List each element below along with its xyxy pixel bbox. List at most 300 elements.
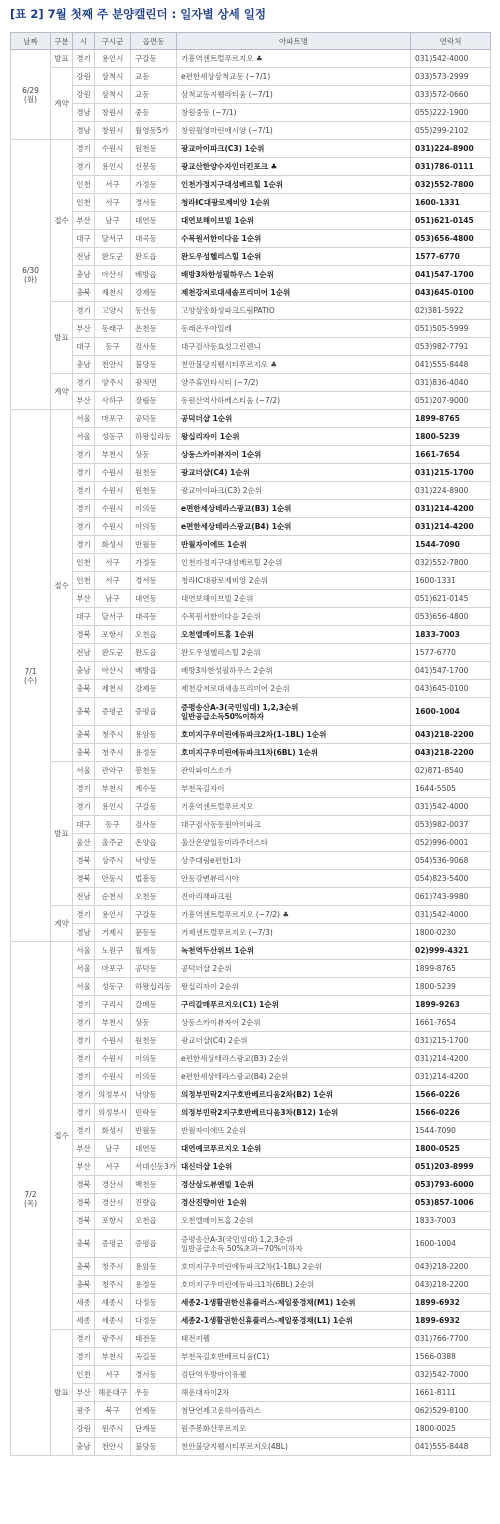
apartment-name-text: 검단역우방아이유쉘 [181, 1370, 247, 1379]
sido-cell: 충북 [73, 284, 95, 302]
apartment-name-cell [177, 194, 411, 212]
sigungu-cell: 완도군 [95, 248, 131, 266]
dong-cell: 원천동 [131, 1032, 177, 1050]
table-row [11, 1140, 491, 1158]
sido-cell: 경기 [73, 446, 95, 464]
apartment-name-cell [177, 1086, 411, 1104]
contact-cell: 1800-5239 [411, 428, 491, 446]
table-row [11, 446, 491, 464]
apartment-name-text: 광교더샵(C4) 1순위 [181, 468, 250, 477]
sido-cell: 충북 [73, 680, 95, 698]
col-sido-header: 시 [73, 33, 95, 50]
dong-cell: 오천동 [131, 888, 177, 906]
contact-cell: 031)224-8900 [411, 482, 491, 500]
apartment-name-text: 세종2-1생활권한신휴플러스-제일풍경채(M1) 1순위 [181, 1298, 356, 1307]
apartment-name-text: 해운대자이2차 [181, 1388, 230, 1397]
dong-cell: 검사동 [131, 338, 177, 356]
apartment-name-text: 광교아이파크(C3) 2순위 [181, 486, 262, 495]
sido-cell: 경북 [73, 626, 95, 644]
sigungu-cell: 마포구 [95, 960, 131, 978]
type-cell: 발표 [51, 1330, 73, 1456]
dong-cell: 강제동 [131, 284, 177, 302]
sido-cell: 경북 [73, 1212, 95, 1230]
sido-cell: 경기 [73, 374, 95, 392]
dong-cell: 대연동 [131, 1140, 177, 1158]
dong-cell: 이의동 [131, 1050, 177, 1068]
dong-cell: 용정동 [131, 744, 177, 762]
sido-cell: 경기 [73, 1050, 95, 1068]
table-row [11, 500, 491, 518]
contact-cell: 041)555-8448 [411, 356, 491, 374]
apartment-name-cell [177, 996, 411, 1014]
sido-cell: 부산 [73, 1158, 95, 1176]
sigungu-cell: 증평군 [95, 1230, 131, 1258]
dong-cell: 옥길동 [131, 1348, 177, 1366]
sido-cell: 서울 [73, 410, 95, 428]
sido-cell: 경기 [73, 1348, 95, 1366]
apartment-name-cell [177, 464, 411, 482]
sigungu-cell: 경산시 [95, 1194, 131, 1212]
sido-cell: 세종 [73, 1294, 95, 1312]
table-row [11, 1366, 491, 1384]
apartment-name-text: 인천가정지구대성베르힐 1순위 [181, 180, 284, 189]
apartment-name-text: 광교산한양수자인더킨포크 ♣ [181, 162, 278, 171]
apartment-name-text: 울산온양일동미라주더스타 [181, 838, 268, 847]
dong-cell: 오천읍 [131, 1212, 177, 1230]
apartment-name-text: 관악파미스소가 [181, 766, 232, 775]
apartment-name-cell [177, 392, 411, 410]
apartment-name-text: e편한세상테라스광교(B4) 1순위 [181, 522, 292, 531]
contact-cell: 02)871-8540 [411, 762, 491, 780]
dong-cell: 배방읍 [131, 662, 177, 680]
dong-cell: 용암동 [131, 1258, 177, 1276]
apartment-name-cell [177, 1366, 411, 1384]
contact-cell: 053)857-1006 [411, 1194, 491, 1212]
sigungu-cell: 구리시 [95, 996, 131, 1014]
dong-cell: 강제동 [131, 680, 177, 698]
table-row [11, 392, 491, 410]
dong-cell: 공덕동 [131, 960, 177, 978]
contact-cell: 1544-7090 [411, 1122, 491, 1140]
apartment-name-cell [177, 834, 411, 852]
sigungu-cell: 용인시 [95, 50, 131, 68]
dong-cell: 가정동 [131, 554, 177, 572]
table-row [11, 68, 491, 86]
dong-cell: 온천동 [131, 320, 177, 338]
contact-cell: 053)982-7791 [411, 338, 491, 356]
table-row [11, 906, 491, 924]
table-row [11, 744, 491, 762]
apartment-name-cell [177, 1158, 411, 1176]
dong-cell: 교동 [131, 68, 177, 86]
sigungu-cell: 수원시 [95, 500, 131, 518]
sigungu-cell: 의정부시 [95, 1086, 131, 1104]
sido-cell: 경남 [73, 104, 95, 122]
sido-cell: 서울 [73, 428, 95, 446]
dong-cell: 검사동 [131, 816, 177, 834]
contact-cell: 031)542-4000 [411, 906, 491, 924]
apartment-name-cell [177, 50, 411, 68]
sido-cell: 대구 [73, 230, 95, 248]
sigungu-cell: 제천시 [95, 284, 131, 302]
sigungu-cell: 수원시 [95, 140, 131, 158]
contact-cell: 032)552-7800 [411, 176, 491, 194]
apartment-name-cell [177, 410, 411, 428]
dong-cell: 불당동 [131, 1438, 177, 1456]
table-row [11, 374, 491, 392]
contact-cell: 054)823-5400 [411, 870, 491, 888]
apartment-name-text: 공덕더샵 2순위 [181, 964, 232, 973]
dong-cell: 중동 [131, 104, 177, 122]
sigungu-cell: 해운대구 [95, 1384, 131, 1402]
sido-cell: 충북 [73, 744, 95, 762]
apartment-name-text: 왕십리자이 1순위 [181, 432, 240, 441]
apartment-name-text: e편한세상테라스광교(B4) 2순위 [181, 1072, 289, 1081]
apartment-name-cell [177, 68, 411, 86]
apartment-name-cell [177, 140, 411, 158]
apartment-name-cell [177, 1230, 411, 1258]
sigungu-cell: 노원구 [95, 942, 131, 960]
sido-cell: 경기 [73, 1068, 95, 1086]
table-row [11, 1032, 491, 1050]
sido-cell: 강원 [73, 68, 95, 86]
apartment-name-cell [177, 698, 411, 726]
type-cell: 계약 [51, 374, 73, 410]
sigungu-cell: 세종시 [95, 1312, 131, 1330]
sido-cell: 충북 [73, 1258, 95, 1276]
sigungu-cell: 삼척시 [95, 68, 131, 86]
sido-cell: 충남 [73, 662, 95, 680]
sido-cell: 경기 [73, 1014, 95, 1032]
apartment-name-text: 배방3차한성필하우스 2순위 [181, 666, 273, 675]
apartment-name-text: 대연예코푸르지오 1순위 [181, 1144, 262, 1153]
dong-cell: 우동 [131, 1384, 177, 1402]
sido-cell: 광주 [73, 1402, 95, 1420]
dong-cell: 봉천동 [131, 762, 177, 780]
apartment-name-text: 창원중동 (~7/1) [181, 108, 237, 117]
table-row [11, 158, 491, 176]
apartment-name-text: 반월자이에뜨 2순위 [181, 1126, 247, 1135]
apartment-name-cell [177, 1032, 411, 1050]
apartment-name-cell [177, 374, 411, 392]
apartment-name-cell [177, 1176, 411, 1194]
contact-cell: 055)222-1900 [411, 104, 491, 122]
schedule-table [10, 32, 491, 1456]
table-row [11, 50, 491, 68]
sido-cell: 충남 [73, 266, 95, 284]
dong-cell: 용정동 [131, 1276, 177, 1294]
table-row [11, 572, 491, 590]
apartment-name-text: 구리갈매푸르지오(C1) 1순위 [181, 1000, 279, 1009]
contact-cell: 1661-7654 [411, 1014, 491, 1032]
sido-cell: 부산 [73, 590, 95, 608]
apartment-name-text: 상동스카이뷰자이 1순위 [181, 450, 262, 459]
apartment-name-text: 완도우성헬리스힐 1순위 [181, 252, 262, 261]
table-row [11, 1050, 491, 1068]
dong-cell: 하왕십리동 [131, 978, 177, 996]
contact-cell: 031)215-1700 [411, 464, 491, 482]
apartment-name-text: 청라IC대광로제비앙 1순위 [181, 198, 270, 207]
table-row [11, 1068, 491, 1086]
col-date-header: 날짜 [11, 33, 51, 50]
col-dong-header: 읍면동 [131, 33, 177, 50]
table-row [11, 1294, 491, 1312]
sigungu-cell: 완도군 [95, 644, 131, 662]
apartment-name-cell [177, 500, 411, 518]
contact-cell: 033)573-2999 [411, 68, 491, 86]
apartment-name-text: 반월자이에뜨 1순위 [181, 540, 247, 549]
dong-cell: 하왕십리동 [131, 428, 177, 446]
date-cell: 6/29 (월) [11, 50, 51, 140]
table-row [11, 1104, 491, 1122]
apartment-name-text: 창원월영마린애시앙 (~7/1) [181, 126, 273, 135]
table-row [11, 1212, 491, 1230]
dong-cell: 법흥동 [131, 870, 177, 888]
type-cell: 계약 [51, 68, 73, 140]
table-row [11, 266, 491, 284]
sigungu-cell: 울주군 [95, 834, 131, 852]
apartment-name-text: 태전지웰 [181, 1334, 210, 1343]
sigungu-cell: 제천시 [95, 680, 131, 698]
apartment-name-cell [177, 572, 411, 590]
apartment-name-text: 첨단연제고운하이플러스 [181, 1406, 261, 1415]
apartment-name-text: 대연보해이브빌 1순위 [181, 216, 255, 225]
sido-cell: 충남 [73, 1438, 95, 1456]
dong-cell: 광적면 [131, 374, 177, 392]
contact-cell: 1600-1004 [411, 698, 491, 726]
dong-cell: 단계동 [131, 1420, 177, 1438]
dong-cell: 백천동 [131, 1176, 177, 1194]
sido-cell: 충남 [73, 356, 95, 374]
apartment-name-text: 대구검사동효성그린렌니 [181, 342, 261, 351]
table-row [11, 1384, 491, 1402]
contact-cell: 031)214-4200 [411, 518, 491, 536]
dong-cell: 월계동 [131, 942, 177, 960]
sido-cell: 충북 [73, 698, 95, 726]
contact-cell: 1661-7654 [411, 446, 491, 464]
sido-cell: 경기 [73, 1122, 95, 1140]
sido-cell: 충북 [73, 1276, 95, 1294]
apartment-name-text: 오천엘메이트홈 2순위 [181, 1216, 254, 1225]
dong-cell: 배방읍 [131, 266, 177, 284]
apartment-name-text: 광교더샵(C4) 2순위 [181, 1036, 248, 1045]
contact-cell: 031)786-0111 [411, 158, 491, 176]
apartment-name-cell [177, 302, 411, 320]
contact-cell: 1800-0230 [411, 924, 491, 942]
apartment-name-cell [177, 1194, 411, 1212]
apartment-name-text: 배방3차한성필하우스 1순위 [181, 270, 274, 279]
sido-cell: 전남 [73, 248, 95, 266]
apartment-name-cell [177, 482, 411, 500]
contact-cell: 1600-1331 [411, 572, 491, 590]
contact-cell: 055)299-2102 [411, 122, 491, 140]
contact-cell: 1800-5239 [411, 978, 491, 996]
sido-cell: 부산 [73, 1384, 95, 1402]
apartment-name-cell [177, 1050, 411, 1068]
apartment-name-cell [177, 1104, 411, 1122]
sigungu-cell: 포항시 [95, 1212, 131, 1230]
apartment-name-cell [177, 284, 411, 302]
apartment-name-cell [177, 726, 411, 744]
apartment-name-cell [177, 780, 411, 798]
apartment-name-cell [177, 518, 411, 536]
apartment-name-text: 상주대림e편한1차 [181, 856, 242, 865]
sigungu-cell: 관악구 [95, 762, 131, 780]
sido-cell: 서울 [73, 942, 95, 960]
apartment-name-cell [177, 644, 411, 662]
sido-cell: 인천 [73, 194, 95, 212]
contact-cell: 053)656-4800 [411, 608, 491, 626]
apartment-name-text: 수목원서한이다음 2순위 [181, 612, 261, 621]
table-row [11, 1176, 491, 1194]
dong-cell: 연제동 [131, 1402, 177, 1420]
table-row [11, 1158, 491, 1176]
dong-cell: 원천동 [131, 464, 177, 482]
type-cell: 계약 [51, 906, 73, 942]
contact-cell: 041)547-1700 [411, 662, 491, 680]
sido-cell: 경북 [73, 852, 95, 870]
dong-cell: 다정동 [131, 1312, 177, 1330]
table-row [11, 626, 491, 644]
contact-cell: 02)999-4321 [411, 942, 491, 960]
dong-cell: 반월동 [131, 1122, 177, 1140]
table-row [11, 590, 491, 608]
apartment-name-text: 부천옥길자이 [181, 784, 225, 793]
sigungu-cell: 광주시 [95, 1330, 131, 1348]
table-header [11, 33, 491, 50]
sigungu-cell: 청주시 [95, 1276, 131, 1294]
contact-cell: 051)621-0145 [411, 590, 491, 608]
table-row [11, 212, 491, 230]
table-row [11, 86, 491, 104]
sido-cell: 대구 [73, 608, 95, 626]
dong-cell: 대곡동 [131, 608, 177, 626]
apartment-name-text: 광교아이파크(C3) 1순위 [181, 144, 265, 153]
apartment-name-text: 오천엘메이트홈 1순위 [181, 630, 255, 639]
sigungu-cell: 순천시 [95, 888, 131, 906]
sigungu-cell: 남구 [95, 212, 131, 230]
dong-cell: 교동 [131, 86, 177, 104]
contact-cell: 043)218-2200 [411, 726, 491, 744]
type-cell: 발표 [51, 302, 73, 374]
table-row [11, 662, 491, 680]
apartment-name-text: 호미지구우미린에듀파크1차(6BL) 2순위 [181, 1280, 315, 1289]
sigungu-cell: 양주시 [95, 374, 131, 392]
table-row [11, 1276, 491, 1294]
apartment-name-cell [177, 1276, 411, 1294]
sigungu-cell: 증평군 [95, 698, 131, 726]
dong-cell: 완도읍 [131, 644, 177, 662]
contact-cell: 062)529-8100 [411, 1402, 491, 1420]
sido-cell: 대구 [73, 816, 95, 834]
contact-cell: 1544-7090 [411, 536, 491, 554]
sigungu-cell: 창원시 [95, 122, 131, 140]
dong-cell: 가정동 [131, 176, 177, 194]
sido-cell: 세종 [73, 1312, 95, 1330]
apartment-name-text: 증평송산A-3(국민임대) 1,2,3순위 일반공급소득 50%초과~70%이하자 [181, 1234, 303, 1253]
apartment-name-cell [177, 1122, 411, 1140]
contact-cell: 1833-7003 [411, 1212, 491, 1230]
dong-cell: 경서동 [131, 1366, 177, 1384]
dong-cell: 신봉동 [131, 158, 177, 176]
sigungu-cell: 남구 [95, 590, 131, 608]
apartment-name-text: 천안불당지웰시티푸르지오 ♣ [181, 360, 278, 369]
table-row [11, 1230, 491, 1258]
sigungu-cell: 달서구 [95, 608, 131, 626]
apartment-name-cell [177, 122, 411, 140]
sigungu-cell: 서구 [95, 1366, 131, 1384]
sigungu-cell: 용인시 [95, 798, 131, 816]
table-row [11, 410, 491, 428]
table-row [11, 996, 491, 1014]
type-cell: 접수 [51, 140, 73, 302]
apartment-name-text: 녹천역두산위브 1순위 [181, 946, 255, 955]
sido-cell: 경북 [73, 1194, 95, 1212]
table-row [11, 482, 491, 500]
type-cell: 접수 [51, 942, 73, 1330]
sido-cell: 전남 [73, 888, 95, 906]
table-row [11, 1014, 491, 1032]
table-row [11, 960, 491, 978]
table-row [11, 230, 491, 248]
table-row [11, 834, 491, 852]
dong-cell: 오천읍 [131, 626, 177, 644]
apartment-name-text: 호미지구우미린에듀파크1차(6BL) 1순위 [181, 748, 319, 757]
apartment-name-cell [177, 590, 411, 608]
contact-cell: 1899-9263 [411, 996, 491, 1014]
apartment-name-cell [177, 1402, 411, 1420]
table-row [11, 104, 491, 122]
contact-cell: 053)982-0037 [411, 816, 491, 834]
apartment-name-cell [177, 960, 411, 978]
sigungu-cell: 세종시 [95, 1294, 131, 1312]
contact-cell: 043)645-0100 [411, 680, 491, 698]
table-row [11, 1194, 491, 1212]
dong-cell: 진량읍 [131, 1194, 177, 1212]
sido-cell: 서울 [73, 762, 95, 780]
sigungu-cell: 서구 [95, 176, 131, 194]
apartment-name-text: 거제센트럴푸르지오 (~7/3) [181, 928, 273, 937]
apartment-name-text: 호미지구우미린에듀파크2차(1-1BL) 1순위 [181, 730, 327, 739]
apartment-name-cell [177, 1438, 411, 1456]
dong-cell: 민락동 [131, 1104, 177, 1122]
contact-cell: 041)547-1700 [411, 266, 491, 284]
sigungu-cell: 동래구 [95, 320, 131, 338]
apartment-name-cell [177, 1014, 411, 1032]
contact-cell: 02)381-5922 [411, 302, 491, 320]
table-title: [표 2] 7월 첫째 주 분양캘린더 : 일자별 상세 일정 [10, 7, 266, 21]
dong-cell: 서대신동3가 [131, 1158, 177, 1176]
contact-cell: 1600-1331 [411, 194, 491, 212]
table-row [11, 338, 491, 356]
dong-cell: 상동 [131, 1014, 177, 1032]
sido-cell: 인천 [73, 1366, 95, 1384]
contact-cell: 031)224-8900 [411, 140, 491, 158]
dong-cell: 월영동5가 [131, 122, 177, 140]
sigungu-cell: 성동구 [95, 428, 131, 446]
table-row [11, 1402, 491, 1420]
contact-cell: 031)214-4200 [411, 1050, 491, 1068]
contact-cell: 1566-0226 [411, 1086, 491, 1104]
apartment-name-cell [177, 158, 411, 176]
contact-cell: 052)996-0001 [411, 834, 491, 852]
apartment-name-text: 호미지구우미린에듀파크2차(1-1BL) 2순위 [181, 1262, 322, 1271]
apartment-name-cell [177, 608, 411, 626]
contact-cell: 1600-1004 [411, 1230, 491, 1258]
apartment-name-text: 인천가정지구대성베르힐 2순위 [181, 558, 283, 567]
sigungu-cell: 원주시 [95, 1420, 131, 1438]
contact-cell: 053)793-6000 [411, 1176, 491, 1194]
